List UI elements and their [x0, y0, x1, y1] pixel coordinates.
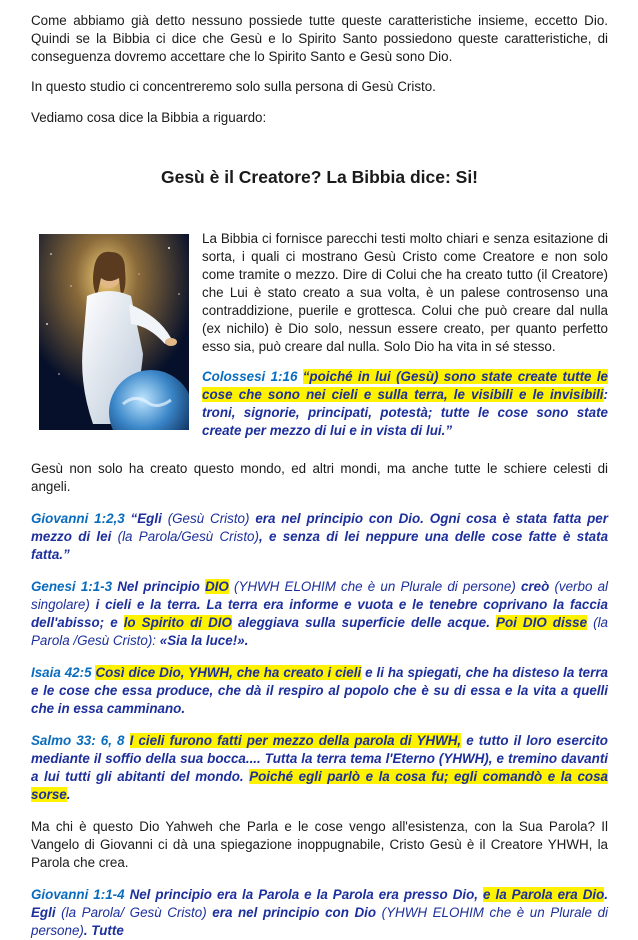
intro-paragraph: Vediamo cosa dice la Bibbia a riguardo:	[31, 110, 267, 125]
intro-paragraph: Come abbiamo già detto nessuno possiede tutte queste caratteristiche insieme, eccetto Dio. Quindi se la Bibbia ci dice che Gesù e lo Spirito Santo possiedono queste caratteristiche, di conseguenza dovremo accettare che lo Spirito Santo e Gesù sono Dio.	[31, 13, 608, 64]
document-page	[31, 12, 608, 940]
verse-text: Nel principio era la Parola e la Parola era presso Dio,	[124, 887, 484, 902]
intro-paragraph: In questo studio ci concentreremo solo sulla persona di Gesù Cristo.	[31, 79, 436, 94]
verse-text: . Tutte	[83, 923, 124, 938]
section-heading: Gesù è il Creatore? La Bibbia dice: Si!	[160, 167, 479, 187]
verse-giovanni-1-1-4	[31, 886, 608, 940]
verse-reference: Giovanni 1:2,3	[31, 511, 125, 526]
body-paragraph: La Bibbia ci fornisce parecchi testi molto chiari e senza esitazione di sorta, i quali ci mostrano Gesù Cristo come Creatore e non solo come tramite o mezzo. Dire di Colui che ha creato tutto (il Creatore) che Lui è stato creato a sua volta, è un palese controsenso una contraddizione, puerile e grottesca. Colui che può creare dal nulla (ex nichilo) è Dio solo, nessun essere creato, per quanto perfetto esso sia, può creare dal nulla. Solo Dio ha vita in sé stesso.	[202, 231, 608, 354]
verse-text: Nel principio	[112, 579, 205, 594]
verse-genesi	[31, 578, 608, 650]
verse-note: (la Parola /Gesù Cristo):	[31, 615, 608, 648]
verse-text: era nel principio con Dio	[206, 905, 382, 920]
jesus-creator-illustration	[39, 234, 189, 430]
verse-reference: Giovanni 1:1-4	[31, 887, 125, 902]
body-paragraph: Gesù non solo ha creato questo mondo, ed altri mondi, ma anche tutte le schiere celesti di angeli.	[31, 461, 608, 494]
verse-text: «Sia la luce!».	[156, 633, 249, 648]
verse-text: era nel principio con Dio. Ogni cosa è stata fatta per mezzo di lei	[31, 511, 608, 544]
verse-colossesi	[202, 368, 608, 440]
highlighted-verse-text: “poiché in lui (Gesù) sono state create tutte le cose che sono nei cieli e sulla terra, le visibili e le invisibili	[202, 369, 608, 402]
verse-giovanni-1-2-3	[31, 510, 608, 564]
verse-note: (la Parola/Gesù Cristo)	[117, 529, 259, 544]
creator-section	[31, 230, 608, 460]
verse-note: (verbo al singolare)	[31, 579, 608, 612]
jesus-creator-image	[39, 234, 189, 430]
verse-note: (YHWH ELOHIM che è un Plurale di persone)	[31, 905, 608, 938]
highlighted-verse-text: I cieli furono fatti per mezzo della parola di YHWH,	[129, 733, 462, 748]
verse-note: (YHWH ELOHIM che è un Plurale di persone)	[228, 579, 521, 594]
highlighted-verse-text: Così dice Dio, YHWH, che ha creato i cieli	[95, 665, 362, 680]
verse-text: . Egli	[31, 887, 608, 920]
verse-salmo	[31, 732, 608, 804]
verse-note: (la Parola/ Gesù Cristo)	[61, 905, 207, 920]
verse-text: creò	[520, 579, 550, 594]
highlighted-verse-text: Poi DIO disse	[496, 615, 588, 630]
highlighted-verse-text: DIO	[205, 579, 229, 594]
verse-reference: Colossesi 1:16	[202, 369, 298, 384]
verse-reference: Salmo 33: 6, 8	[31, 733, 125, 748]
verse-text: : troni, signorie, principati, potestà; tutte le cose sono state create per mezzo di lui e in vista di lui.”	[202, 387, 608, 438]
verse-text: “Egli	[124, 511, 168, 526]
verse-text: aleggiava sulla superficie delle acque.	[231, 615, 497, 630]
highlighted-verse-text: Poiché egli parlò e la cosa fu; egli comandò e la cosa sorse	[31, 769, 609, 802]
verse-note: (Gesù Cristo)	[167, 511, 250, 526]
highlighted-verse-text: lo Spirito di DIO	[123, 615, 232, 630]
verse-reference: Genesi 1:1-3	[31, 579, 113, 594]
verse-text: i cieli e la terra. La terra era informe e vuota e le tenebre coprivano la faccia dell'abisso; e	[31, 597, 608, 630]
verse-text: .	[66, 787, 71, 802]
verse-text: e tutto il loro esercito mediante il soffio della sua bocca.... Tutta la terra tema l'Eterno (YHWH), e tremino davanti a lui tutti gli abitanti del mondo.	[31, 733, 608, 784]
body-paragraph: Ma chi è questo Dio Yahweh che Parla e le cose vengo all'esistenza, con la Sua Parola? Il Vangelo di Giovanni ci dà una spiegazione inoppugnabile, Cristo Gesù è il Creatore YHWH, la Parola che crea.	[31, 819, 608, 870]
highlighted-verse-text: e la Parola era Dio	[483, 887, 605, 902]
verse-text: e li ha spiegati, che ha disteso la terra e le cose che essa produce, che dà il respiro al popolo che è su di essa e la vita a quelli che in essa camminano.	[31, 665, 608, 716]
verse-text: , e senza di lei neppure una delle cose fatte è stata fatta.”	[31, 529, 609, 562]
creator-text-column	[202, 230, 608, 452]
verse-reference: Isaia 42:5	[31, 665, 92, 680]
verse-isaia	[31, 664, 608, 718]
